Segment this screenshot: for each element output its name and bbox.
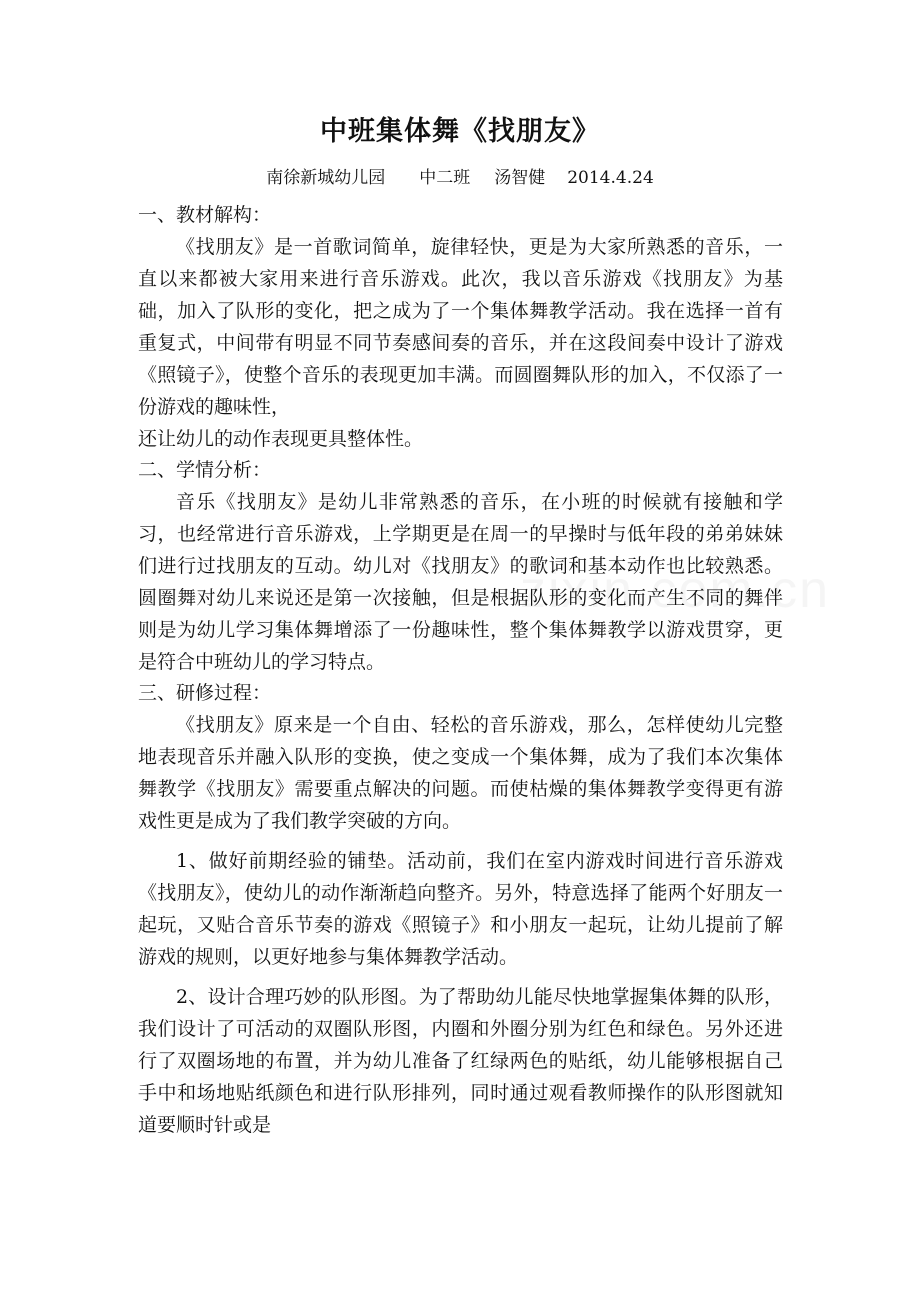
section-1-paragraph-2: 还让幼儿的动作表现更具整体性。 — [138, 428, 424, 450]
byline — [0, 164, 920, 192]
byline-school: 南徐新城幼儿园 — [266, 168, 386, 188]
section-1-paragraph-1: 《找朋友》是一首歌词简单，旋律轻快，更是为大家所熟悉的音乐，一直以来都被大家用来进行音乐游戏。此次，我以音乐游戏《找朋友》为基础，加入了队形的变化，把之成为了一个集体舞教学活动。我在选择一首有重复式，中间带有明显不同节奏感间奏的音乐，并在这段间奏中设计了游戏《照镜子》，使整个音乐的表现更加丰满。而圆圈舞队形的加入，不仅添了一份游戏的趣味性， — [138, 236, 783, 418]
section-heading-3: 三、研修过程： — [138, 682, 272, 704]
section-3-paragraph-2: 1、做好前期经验的铺垫。活动前，我们在室内游戏时间进行音乐游戏《找朋友》，使幼儿的动作渐渐趋向整齐。另外，特意选择了能两个好朋友一起玩，又贴合音乐节奏的游戏《照镜子》和小朋友一起玩，让幼儿提前了解游戏的规则，以更好地参与集体舞教学活动。 — [138, 850, 783, 968]
section-heading-1: 一、教材解构： — [138, 204, 272, 226]
document-body — [138, 200, 783, 1141]
document-title: 中班集体舞《找朋友》 — [320, 116, 600, 147]
section-2-paragraph-1: 音乐《找朋友》是幼儿非常熟悉的音乐，在小班的时候就有接触和学习，也经常进行音乐游戏，上学期更是在周一的早操时与低年段的弟弟妹妹们进行过找朋友的互动。幼儿对《找朋友》的歌词和基本动作也比较熟悉。圆圈舞对幼儿来说还是第一次接触，但是根据队形的变化而产生不同的舞伴则是为幼儿学习集体舞增添了一份趣味性，整个集体舞教学以游戏贯穿，更是符合中班幼儿的学习特点。 — [138, 491, 783, 673]
byline-author: 汤智健 — [494, 168, 546, 188]
section-3-paragraph-1: 《找朋友》原来是一个自由、轻松的音乐游戏，那么，怎样使幼儿完整地表现音乐并融入队形的变换，使之变成一个集体舞，成为了我们本次集体舞教学《找朋友》需要重点解决的问题。而使枯燥的集体舞教学变得更有游戏性更是成为了我们教学突破的方向。 — [138, 714, 783, 832]
section-heading-2: 二、学情分析： — [138, 459, 272, 481]
byline-date: 2014.4.24 — [567, 168, 654, 188]
byline-class: 中二班 — [419, 168, 471, 188]
section-3-paragraph-3: 2、设计合理巧妙的队形图。为了帮助幼儿能尽快地掌握集体舞的队形，我们设计了可活动的双圈队形图，内圈和外圈分别为红色和绿色。另外还进行了双圈场地的布置，并为幼儿准备了红绿两色的贴纸，幼儿能够根据自己手中和场地贴纸颜色和进行队形排列，同时通过观看教师操作的队形图就知道要顺时针或是 — [138, 986, 783, 1136]
